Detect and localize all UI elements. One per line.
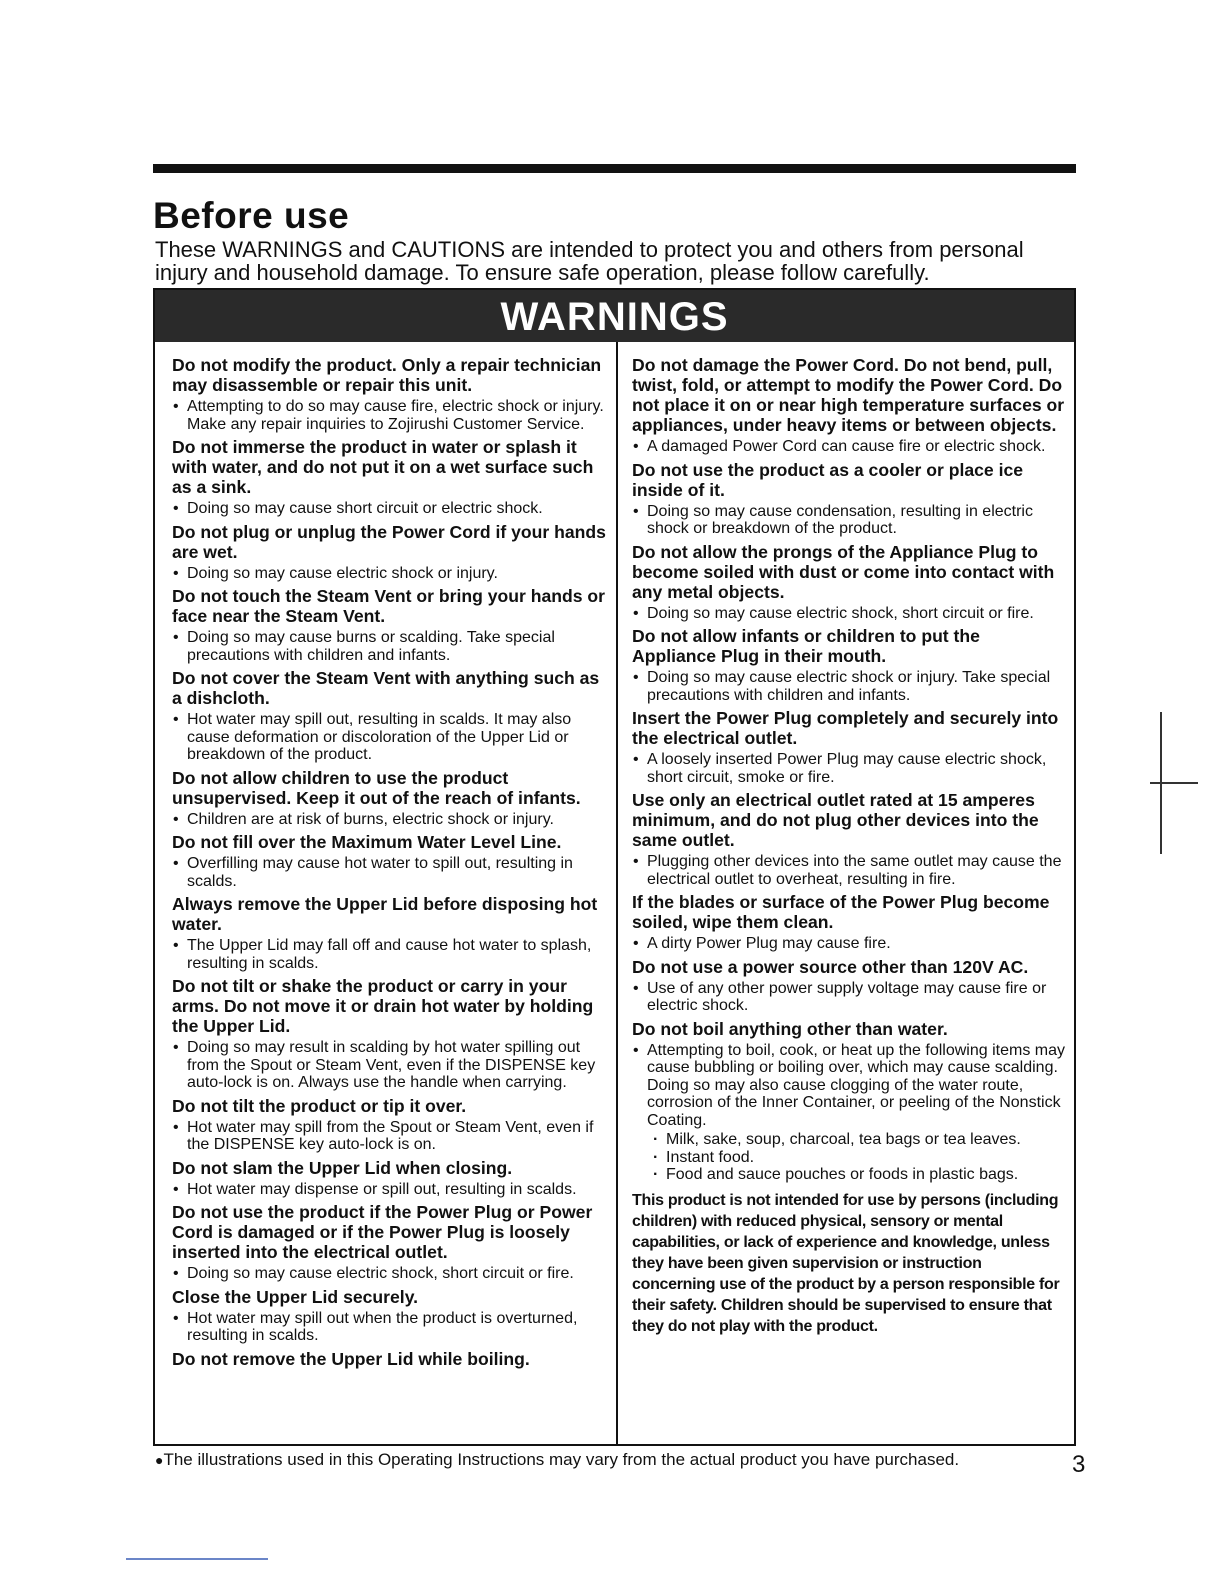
- warning-bullets: [632, 669, 1068, 704]
- warning-item: [632, 626, 1068, 704]
- warning-bullet: • Doing so may cause electric shock, short circuit or fire.: [632, 605, 1068, 623]
- warning-bullets: [632, 438, 1068, 456]
- warning-heading: Do not allow the prongs of the Appliance Plug to become soiled with dust or come into contact with any metal objects.: [632, 541, 1055, 602]
- warning-item: [172, 522, 612, 583]
- warning-heading: Do not plug or unplug the Power Cord if your hands are wet.: [172, 521, 606, 562]
- warning-item: [172, 768, 612, 829]
- column-divider: [616, 342, 618, 1446]
- bottom-underline: [126, 1558, 268, 1560]
- warning-heading: Do not slam the Upper Lid when closing.: [172, 1157, 513, 1178]
- warning-bullets: [172, 629, 612, 664]
- warning-item: [172, 1096, 612, 1154]
- page-number: 3: [1072, 1451, 1086, 1478]
- warning-heading: Do not use the product as a cooler or place ice inside of it.: [632, 459, 1024, 500]
- sub-bullet: · Instant food.: [651, 1149, 1068, 1167]
- warning-bullet: • Doing so may cause burns or scalding. Take special precautions with children and infants.: [172, 629, 612, 664]
- warning-bullets: [172, 1265, 612, 1283]
- warning-bullet: • Hot water may spill from the Spout or Steam Vent, even if the DISPENSE key auto-lock is on.: [172, 1119, 612, 1154]
- warning-bullet: • Overfilling may cause hot water to spill out, resulting in scalds.: [172, 855, 612, 890]
- warning-bullet: • Doing so may cause short circuit or electric shock.: [172, 500, 612, 518]
- warning-bullets: [172, 937, 612, 972]
- warning-bullets: [632, 605, 1068, 623]
- warning-item: [632, 892, 1068, 953]
- warning-item: [632, 542, 1068, 623]
- warning-item: [172, 355, 612, 433]
- warning-item: [172, 894, 612, 972]
- closing-statement: This product is not intended for use by persons (including children) with reduced physical, sensory or mental capabilities, or lack of experience and knowledge, unless they have been given supervision or instruction concerning use of the product by a person responsible for their safety. Children should be supervised to ensure that they do not play with the product.: [632, 1191, 1060, 1335]
- warning-heading: Do not touch the Steam Vent or bring your hands or face near the Steam Vent.: [172, 586, 606, 626]
- top-rule: [153, 164, 1076, 173]
- warning-heading: Insert the Power Plug completely and securely into the electrical outlet.: [632, 708, 1059, 748]
- warning-heading: Do not use the product if the Power Plug or Power Cord is damaged or if the Power Plug is loosely inserted into the electrical outlet.: [172, 1202, 593, 1262]
- warning-item: [172, 1202, 612, 1283]
- warning-item: [172, 668, 612, 764]
- warning-bullet: • Doing so may cause electric shock, short circuit or fire.: [172, 1265, 612, 1283]
- warning-bullet: [632, 1042, 1068, 1184]
- warning-bullet: • Children are at risk of burns, electric shock or injury.: [172, 811, 612, 829]
- warning-bullets: [632, 980, 1068, 1015]
- warning-bullet: • Attempting to do so may cause fire, electric shock or injury. Make any repair inquiries to Zojirushi Customer Service.: [172, 398, 612, 433]
- warning-item: [172, 1287, 612, 1345]
- warning-bullets: [172, 711, 612, 764]
- warning-bullet-text: Attempting to boil, cook, or heat up the following items may cause bubbling or boiling over, which may cause scalding. Doing so may also cause clogging of the water route, corrosion of the Inner Container, or peeling of the Nonstick Coating.: [647, 1041, 1065, 1129]
- warning-bullet: • A damaged Power Cord can cause fire or electric shock.: [632, 438, 1068, 456]
- warning-bullets: [632, 751, 1068, 786]
- warning-bullets: [172, 1310, 612, 1345]
- warning-bullets: [172, 1181, 612, 1199]
- food-sub-list: [651, 1131, 1068, 1184]
- warning-bullet: • A dirty Power Plug may cause fire.: [632, 935, 1068, 953]
- warning-item: [632, 790, 1068, 888]
- warning-heading: Do not boil anything other than water.: [632, 1018, 948, 1039]
- warning-heading: Do not modify the product. Only a repair technician may disassemble or repair this unit.: [172, 355, 602, 395]
- warning-heading: Do not allow children to use the product unsupervised. Keep it out of the reach of infants.: [172, 767, 581, 808]
- page-title: Before use: [153, 195, 350, 236]
- intro-text: These WARNINGS and CAUTIONS are intended to protect you and others from personal injury and household damage. To ensure safe operation, please follow carefully.: [155, 237, 1024, 285]
- warning-bullet: • Hot water may spill out, resulting in scalds. It may also cause deformation or discoloration of the Upper Lid or breakdown of the product.: [172, 711, 612, 764]
- warning-item: [632, 355, 1068, 456]
- left-column: [172, 355, 612, 1369]
- warning-heading: Always remove the Upper Lid before disposing hot water.: [172, 894, 598, 934]
- sub-bullet: · Food and sauce pouches or foods in plastic bags.: [651, 1166, 1068, 1184]
- crop-mark-horizontal: [1150, 782, 1198, 784]
- warning-heading: If the blades or surface of the Power Plug become soiled, wipe them clean.: [632, 892, 1050, 932]
- warning-item: [172, 976, 612, 1092]
- warning-item: [172, 437, 612, 518]
- warning-bullets: [172, 811, 612, 829]
- warning-bullets: [632, 503, 1068, 538]
- warning-bullets: [172, 855, 612, 890]
- warning-item: [632, 460, 1068, 538]
- warning-bullet: • The Upper Lid may fall off and cause hot water to splash, resulting in scalds.: [172, 937, 612, 972]
- footnote: [155, 1450, 959, 1470]
- warning-heading: Do not tilt or shake the product or carry in your arms. Do not move it or drain hot water by holding the Upper Lid.: [172, 976, 594, 1036]
- warning-heading: Do not immerse the product in water or splash it with water, and do not put it on a wet surface such as a sink.: [172, 437, 594, 497]
- warning-bullets: [632, 935, 1068, 953]
- warning-bullet: • Doing so may result in scalding by hot water spilling out from the Spout or Steam Vent, even if the DISPENSE key auto-lock is on. Always use the handle when carrying.: [172, 1039, 612, 1092]
- warning-bullet: • Plugging other devices into the same outlet may cause the electrical outlet to overheat, resulting in fire.: [632, 853, 1068, 888]
- warning-heading: Do not fill over the Maximum Water Level Line.: [172, 832, 562, 852]
- warning-bullet: • Hot water may dispense or spill out, resulting in scalds.: [172, 1181, 612, 1199]
- warning-item: [172, 832, 612, 890]
- warnings-banner: WARNINGS: [155, 290, 1074, 342]
- warnings-box: [153, 288, 1076, 1446]
- right-column: [632, 355, 1068, 1337]
- warning-bullets: [632, 1042, 1068, 1184]
- sub-bullet: · Milk, sake, soup, charcoal, tea bags or tea leaves.: [651, 1131, 1068, 1149]
- warning-bullet: • Use of any other power supply voltage may cause fire or electric shock.: [632, 980, 1068, 1015]
- warning-bullets: [172, 1119, 612, 1154]
- warning-item: [172, 1349, 612, 1369]
- warning-bullet: • Doing so may cause electric shock or injury.: [172, 565, 612, 583]
- warning-item: [172, 1158, 612, 1199]
- footnote-text: The illustrations used in this Operating Instructions may vary from the actual product you have purchased.: [163, 1450, 960, 1469]
- warning-heading: Do not tilt the product or tip it over.: [172, 1095, 467, 1116]
- warning-bullet: • Doing so may cause electric shock or injury. Take special precautions with children and infants.: [632, 669, 1068, 704]
- warning-bullets: [172, 500, 612, 518]
- warning-bullets: [172, 1039, 612, 1092]
- warning-bullet: • Hot water may spill out when the product is overturned, resulting in scalds.: [172, 1310, 612, 1345]
- warning-heading: Do not cover the Steam Vent with anything such as a dishcloth.: [172, 668, 600, 708]
- warning-item: [172, 586, 612, 664]
- warning-bullets: [632, 853, 1068, 888]
- warning-bullet: • Doing so may cause condensation, resulting in electric shock or breakdown of the product.: [632, 503, 1068, 538]
- warning-bullets: [172, 565, 612, 583]
- warning-heading: Close the Upper Lid securely.: [172, 1286, 419, 1307]
- warning-item: [632, 957, 1068, 1015]
- warning-item: [632, 1019, 1068, 1184]
- warning-heading: Do not damage the Power Cord. Do not bend, pull, twist, fold, or attempt to modify the Power Cord. Do not place it on or near high temperature surfaces or appliances, under heavy items or between objects.: [632, 355, 1065, 435]
- warning-bullet: • A loosely inserted Power Plug may cause electric shock, short circuit, smoke or fire.: [632, 751, 1068, 786]
- warning-bullets: [172, 398, 612, 433]
- warning-item: [632, 708, 1068, 786]
- warning-heading: Do not use a power source other than 120V AC.: [632, 956, 1029, 977]
- warning-heading: Do not remove the Upper Lid while boiling.: [172, 1348, 530, 1369]
- warning-heading: Use only an electrical outlet rated at 15 amperes minimum, and do not plug other devices into the same outlet.: [632, 790, 1039, 850]
- footnote-bullet: ●: [155, 1452, 164, 1468]
- warning-heading: Do not allow infants or children to put the Appliance Plug in their mouth.: [632, 626, 980, 666]
